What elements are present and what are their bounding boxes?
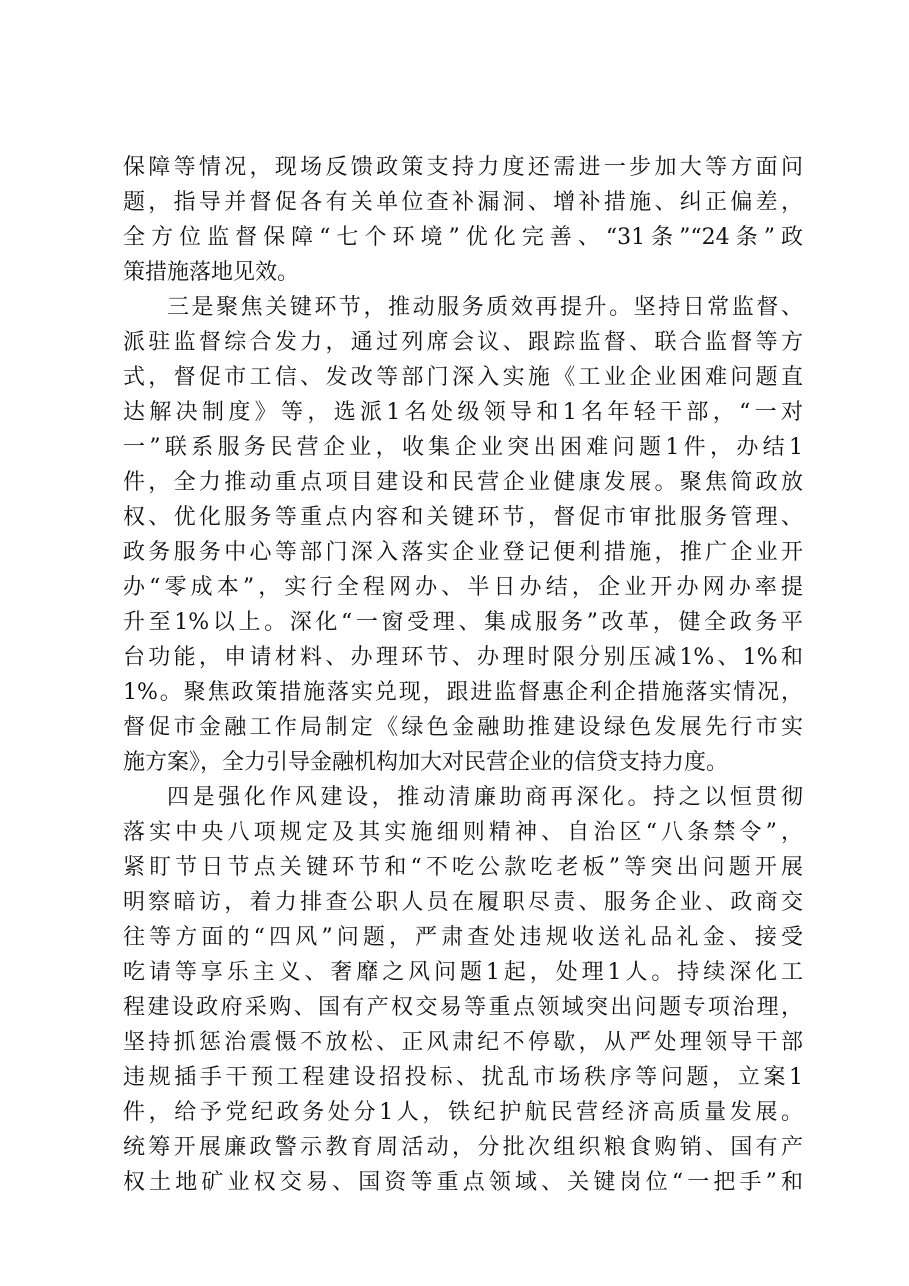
text-line: 式，督促市工信、发改等部门深入实施《工业企业困难问题直 [123,365,803,390]
text-line: 保障等情况，现场反馈政策支持力度还需进一步加大等方面问 [123,155,803,180]
text-line: 吃请等享乐主义、奢靡之风问题1起，处理1人。持续深化工 [123,960,803,985]
text-line: 权土地矿业权交易、国资等重点领域、关键岗位“一把手”和 [123,1170,803,1195]
paragraph-start-line: 三是聚焦关键环节，推动服务质效再提升。坚持日常监督、 [167,295,803,320]
text-line: 办“零成本”，实行全程网办、半日办结，企业开办网办率提 [123,575,803,600]
text-line: 落实中央八项规定及其实施细则精神、自治区“八条禁令”， [123,820,803,845]
text-line: 明察暗访，着力排查公职人员在履职尽责、服务企业、政商交 [123,890,803,915]
text-line: 施方案》，全力引导金融机构加大对民营企业的信贷支持力度。 [123,750,729,775]
text-line: 全方位监督保障“七个环境”优化完善、“31条”“24条”政 [123,225,803,250]
text-line: 升至1%以上。深化“一窗受理、集成服务”改革，健全政务平 [123,610,803,635]
paragraph-start-line: 四是强化作风建设，推动清廉助商再深化。持之以恒贯彻 [167,785,803,810]
text-line: 督促市金融工作局制定《绿色金融助推建设绿色发展先行市实 [123,715,803,740]
text-line: 题，指导并督促各有关单位查补漏洞、增补措施、纠正偏差， [123,190,803,215]
text-line: 程建设政府采购、国有产权交易等重点领域突出问题专项治理， [123,995,803,1020]
text-line: 台功能，申请材料、办理环节、办理时限分别压减1%、1%和 [123,645,803,670]
text-line: 坚持抓惩治震慑不放松、正风肃纪不停歇，从严处理领导干部 [123,1030,803,1055]
text-line: 违规插手干预工程建设招投标、扰乱市场秩序等问题，立案1 [123,1065,803,1090]
text-line: 统筹开展廉政警示教育周活动，分批次组织粮食购销、国有产 [123,1135,803,1160]
text-line: 往等方面的“四风”问题，严肃查处违规收送礼品礼金、接受 [123,925,803,950]
text-line: 策措施落地见效。 [123,260,300,285]
text-line: 件，全力推动重点项目建设和民营企业健康发展。聚焦简政放 [123,470,803,495]
text-line: 件，给予党纪政务处分1人，铁纪护航民营经济高质量发展。 [123,1100,803,1125]
text-line: 1%。聚焦政策措施落实兑现，跟进监督惠企利企措施落实情况， [123,680,803,705]
body-text [123,150,803,1200]
text-line: 政务服务中心等部门深入落实企业登记便利措施，推广企业开 [123,540,803,565]
text-line: 一”联系服务民营企业，收集企业突出困难问题1件，办结1 [123,435,803,460]
text-line: 紧盯节日节点关键环节和“不吃公款吃老板”等突出问题开展 [123,855,803,880]
text-line: 权、优化服务等重点内容和关键环节，督促市审批服务管理、 [123,505,803,530]
text-line: 达解决制度》等，选派1名处级领导和1名年轻干部，“一对 [123,400,803,425]
text-line: 派驻监督综合发力，通过列席会议、跟踪监督、联合监督等方 [123,330,803,355]
